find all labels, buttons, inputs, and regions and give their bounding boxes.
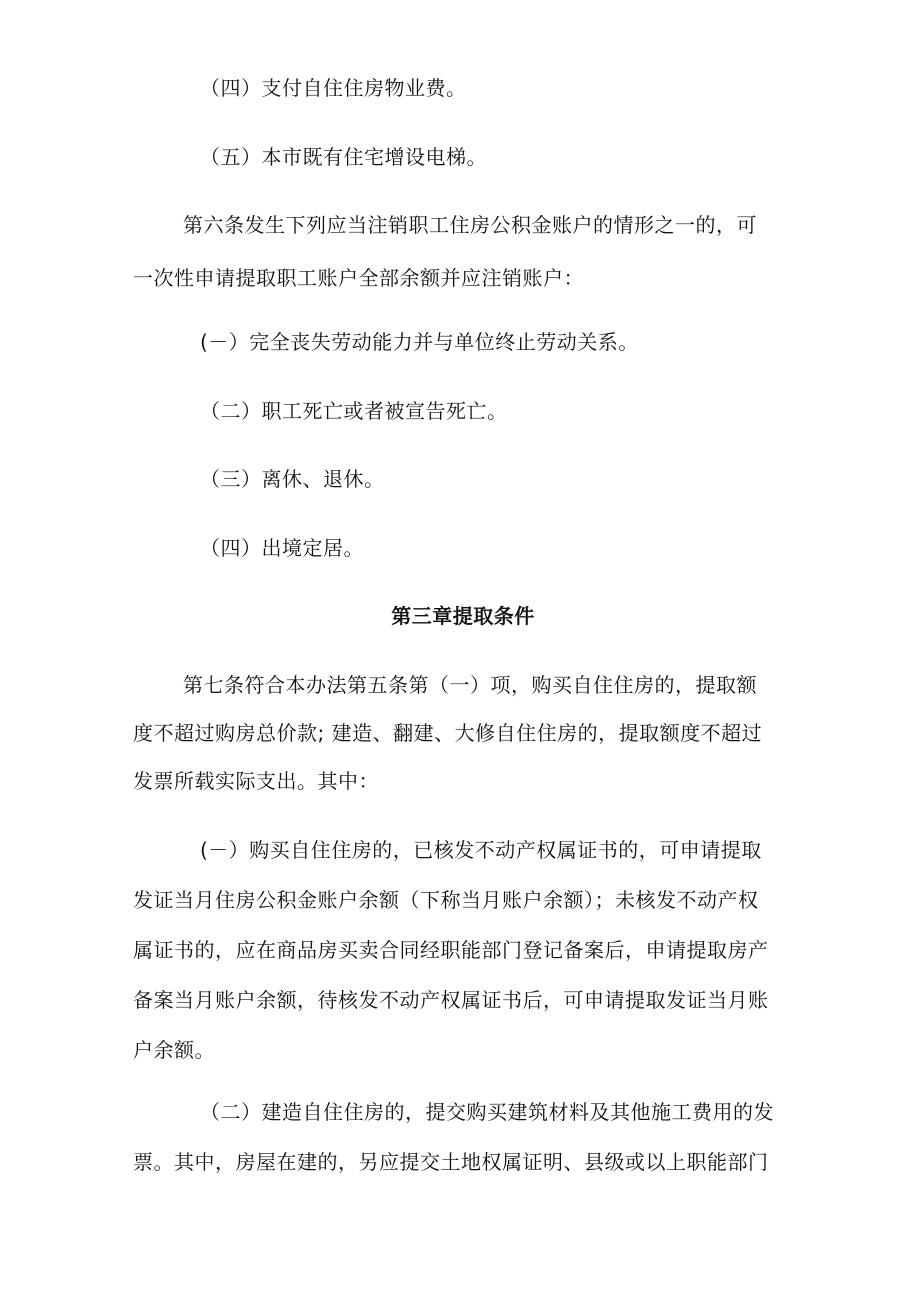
chapter-3-title: 第三章提取条件 bbox=[391, 604, 535, 628]
article-6-line-1: 第六条发生下列应当注销职工住房公积金账户的情形之一的，可 bbox=[183, 213, 757, 237]
article-7-item-1-line-5: 户余额。 bbox=[133, 1038, 215, 1062]
article-6-item-1: (－）完全丧失劳动能力并与单位终止劳动关系。 bbox=[200, 330, 639, 354]
article-6-line-2: 一次性申请提取职工账户全部余额并应注销账户： bbox=[133, 266, 584, 290]
article-6-item-2: （二）职工死亡或者被宣告死亡。 bbox=[200, 399, 508, 423]
article-7-line-1: 第七条符合本办法第五条第（一）项，购买自住住房的，提取额 bbox=[183, 673, 757, 697]
article-7-item-2-line-1: （二）建造自住住房的，提交购买建筑材料及其他施工费用的发 bbox=[200, 1100, 774, 1124]
article-7-item-1-paragraph bbox=[133, 838, 795, 1062]
article-7-paragraph bbox=[133, 673, 795, 793]
article-6-paragraph bbox=[133, 213, 795, 290]
item-4-property-fee: （四）支付自住住房物业费。 bbox=[200, 76, 467, 100]
article-6-item-3: （三）离休、退休。 bbox=[200, 467, 385, 491]
article-7-line-3: 发票所载实际支出。其中： bbox=[133, 769, 379, 793]
article-7-line-2: 度不超过购房总价款; 建造、翻建、大修自住住房的，提取额度不超过 bbox=[133, 721, 763, 745]
article-7-item-1-line-1: (－）购买自住住房的，已核发不动产权属证书的，可申请提取 bbox=[200, 838, 762, 862]
article-7-item-1-line-2: 发证当月住房公积金账户余额（下称当月账户余额）；未核发不动产权 bbox=[133, 888, 759, 912]
article-7-item-2-paragraph bbox=[133, 1100, 795, 1174]
article-6-item-4: （四）出境定居。 bbox=[200, 536, 364, 560]
article-7-item-1-line-3: 属证书的，应在商品房买卖合同经职能部门登记备案后，申请提取房产 bbox=[133, 938, 769, 962]
article-7-item-2-line-2: 票。其中，房屋在建的，另应提交土地权属证明、县级或以上职能部门 bbox=[133, 1150, 769, 1174]
item-5-elevator: （五）本市既有住宅增设电梯。 bbox=[200, 145, 487, 169]
article-7-item-1-line-4: 备案当月账户余额，待核发不动产权属证书后，可申请提取发证当月账 bbox=[133, 988, 769, 1012]
